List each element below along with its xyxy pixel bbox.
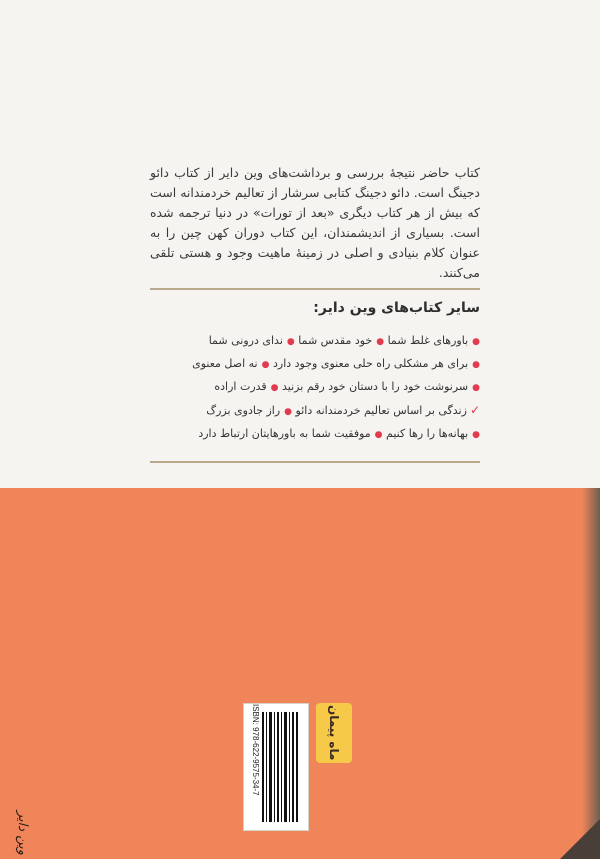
- book-title-text: بهانه‌ها را رها کنیم: [386, 426, 469, 440]
- bullet-icon: ●: [374, 429, 383, 440]
- bullet-icon: ●: [472, 429, 480, 440]
- spine-shadow: [570, 488, 600, 859]
- isbn-label: ISBN: 978-622-9575-34-7: [251, 704, 260, 796]
- book-title-text: خود مقدس شما: [298, 334, 373, 347]
- bullet-icon: ●: [286, 337, 295, 347]
- publisher-logo-icon: [316, 703, 352, 763]
- book-title: [282, 380, 480, 393]
- bullet-icon: ●: [472, 337, 480, 347]
- book-line: [150, 375, 480, 398]
- book-title: [386, 427, 480, 440]
- book-title: [209, 334, 295, 347]
- book-title: [298, 334, 384, 347]
- bullet-icon: ●: [472, 360, 480, 371]
- book-title: [206, 404, 292, 417]
- bullet-icon: ●: [376, 337, 385, 347]
- bullet-icon: ●: [270, 383, 279, 394]
- spine-signature: وین دایر: [15, 810, 30, 855]
- divider-top: [150, 288, 480, 290]
- corner-fold: [560, 819, 600, 859]
- cover-blurb: کتاب حاضر نتیجهٔ بررسی و برداشت‌های وین دایر از کتاب دائو دجینگ است. دائو دجینگ کتابی سرشار از تعالیم خردمندانه است که بیش از هر کتاب دیگری «بعد از تورات» در دنیا ترجمه شده است. بسیاری از اندیشمندان، این کتاب دوران کهن چین را به عنوان کلام بنیادی و اصلی در زمینهٔ ماهیت وجود و هستی تلقی می‌کنند.: [150, 164, 480, 280]
- other-books-list: [150, 329, 480, 445]
- book-title: [198, 427, 382, 440]
- barcode-icon: [262, 712, 298, 822]
- book-title-text: ندای درونی شما: [208, 334, 283, 347]
- book-title: [214, 380, 278, 393]
- other-books-title: سایر کتاب‌های وین دایر:: [313, 300, 480, 316]
- bullet-icon: ●: [284, 406, 293, 417]
- book-title-text: قدرت اراده: [214, 380, 267, 394]
- book-title-text: موفقیت شما به باورهایتان ارتباط دارد: [198, 426, 371, 440]
- book-title-text: نه اصل معنوی: [192, 357, 258, 371]
- book-title-text: راز جادوی بزرگ: [206, 403, 281, 417]
- bullet-icon: ●: [261, 360, 270, 371]
- book-line: [150, 352, 480, 375]
- publisher-logo-text: ماه پیمان: [327, 705, 341, 761]
- book-title-text: برای هر مشکلی راه حلی معنوی وجود دارد: [272, 357, 469, 371]
- book-title: [388, 334, 480, 347]
- divider-bottom: [150, 461, 480, 463]
- bullet-icon: ●: [472, 383, 480, 394]
- book-line: [150, 422, 480, 445]
- book-title-text: سرنوشت خود را با دستان خود رقم بزنید: [282, 380, 469, 394]
- check-icon: ✓: [469, 402, 480, 417]
- book-title: [192, 357, 269, 370]
- book-title: [273, 357, 480, 370]
- book-title-text: زندگی بر اساس تعالیم خردمندانه دائو: [295, 403, 467, 417]
- book-title-text: باورهای غلط شما: [387, 334, 469, 347]
- book-line: [150, 329, 480, 352]
- book-line: [150, 399, 480, 422]
- book-title: [296, 404, 480, 417]
